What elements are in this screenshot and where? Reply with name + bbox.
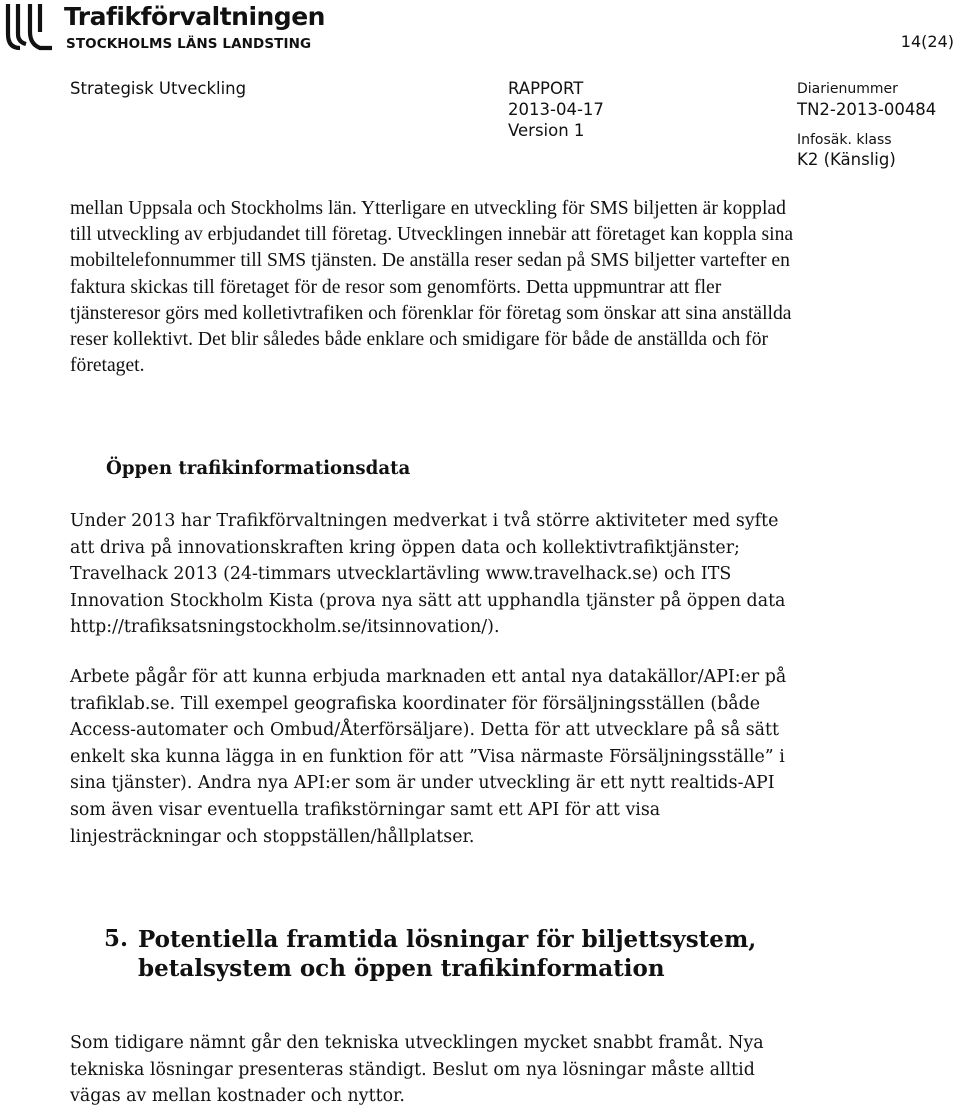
intro-paragraph: mellan Uppsala och Stockholms län. Ytterligare en utveckling för SMS biljetten är kopplad till utveckling av erbjudandet till företag. Utvecklingen innebär att företaget kan koppla sina mobiltelefonnummer till SMS tjänsten. De anställa reser sedan på SMS biljetter vartefter en faktura skickas till företaget för de resor som genomförts. Detta uppmuntrar att fler tjänsteresor görs med kolletivtrafiken och förenklar för företag som önskar att sina anställda reser kollektivt. Det blir således både enklare och smidigare för både de anställda och för företaget. — [70, 198, 794, 377]
doc-date: 2013-04-17 — [508, 100, 604, 119]
department-label: Strategisk Utveckling — [70, 79, 247, 98]
classification-label: Infosäk. klass — [797, 132, 892, 148]
logo-subtitle: STOCKHOLMS LÄNS LANDSTING — [66, 36, 312, 52]
open-data-paragraph-1: Under 2013 har Trafikförvaltningen medverkat i två större aktiviteter med syfte att driva på innovationskraften kring öppen data och kollektivtrafiktjänster; Travelhack 2013 (24-timmars utvecklartävling www.travelhack.se) och ITS Innovation Stockholm Kista (prova nya sätt att upphandla tjänster på öppen data http://trafiksatsningstockholm.se/itsinnovation/). — [70, 511, 786, 638]
section-number: 5. — [104, 925, 129, 952]
classification-value: K2 (Känslig) — [797, 150, 896, 169]
section-paragraph: Som tidigare nämnt går den tekniska utvecklingen mycket snabbt framåt. Nya tekniska lösningar presenteras ständigt. Beslut om nya lösningar måste alltid vägas av mellan kostnader och nyttor. — [70, 1033, 764, 1107]
logo-mark-icon — [4, 4, 56, 52]
logo-title: Trafikförvaltningen — [64, 2, 325, 31]
doc-type-label: RAPPORT — [508, 79, 584, 98]
open-data-heading: Öppen trafikinformationsdata — [106, 458, 411, 479]
diarienummer-value: TN2-2013-00484 — [797, 100, 937, 119]
organization-logo — [4, 4, 324, 54]
page-number: 14(24) — [900, 32, 954, 51]
diarienummer-label: Diarienummer — [797, 81, 898, 97]
section-title: Potentiella framtida lösningar för biljettsystem, betalsystem och öppen trafikinformation — [138, 926, 757, 982]
open-data-paragraph-2: Arbete pågår för att kunna erbjuda marknaden ett antal nya datakällor/API:er på trafiklab.se. Till exempel geografiska koordinater för försäljningsställen (både Access-automater och Ombud/Återförsäljare). Detta för att utvecklare på så sätt enkelt ska kunna lägga in en funktion för att ”Visa närmaste Försäljningsställe” i sina tjänster). Andra nya API:er som är under utveckling är ett nytt realtids-API som även visar eventuella trafikstörningar samt ett API för att visa linjesträckningar och stoppställen/hållplatser. — [70, 667, 787, 847]
doc-version: Version 1 — [508, 121, 585, 140]
